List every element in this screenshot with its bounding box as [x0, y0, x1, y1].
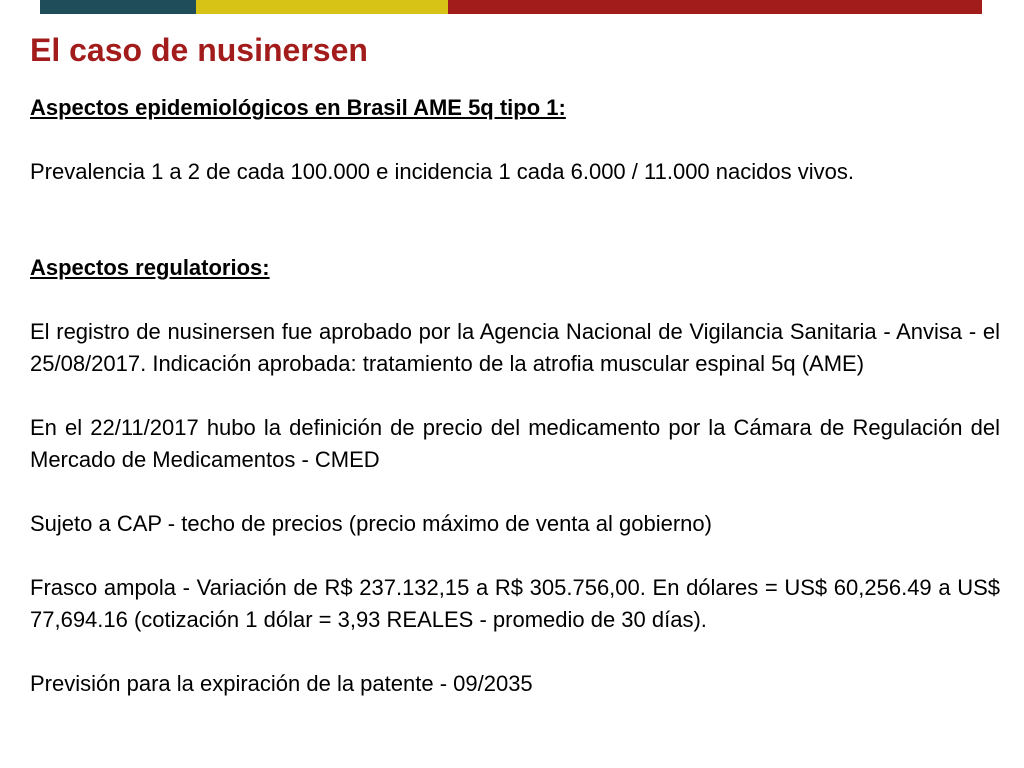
epidemiology-text: Prevalencia 1 a 2 de cada 100.000 e incidencia 1 cada 6.000 / 11.000 nacidos vivos. — [30, 159, 854, 184]
regulatory-paragraph-registration: El registro de nusinersen fue aprobado por la Agencia Nacional de Vigilancia Sanitaria - Anvisa - el 25/08/2017. Indicación aprobada: tratamiento de la atrofia muscular espinal 5q (AME) — [30, 319, 1000, 376]
regulatory-paragraph-patent: Previsión para la expiración de la patente - 09/2035 — [30, 671, 533, 696]
slide-content — [30, 92, 1000, 700]
regulatory-paragraph-price-definition: En el 22/11/2017 hubo la definición de precio del medicamento por la Cámara de Regulación del Mercado de Medicamentos - CMED — [30, 415, 1000, 472]
top-bar-yellow-segment — [196, 0, 448, 14]
regulatory-heading: Aspectos regulatorios: — [30, 255, 270, 280]
regulatory-paragraph-cap: Sujeto a CAP - techo de precios (precio máximo de venta al gobierno) — [30, 511, 712, 536]
top-color-bar — [40, 0, 982, 14]
regulatory-paragraph-vial-price: Frasco ampola - Variación de R$ 237.132,15 a R$ 305.756,00. En dólares = US$ 60,256.49 a US$ 77,694.16 (cotización 1 dólar = 3,93 REALES - promedio de 30 días). — [30, 575, 1000, 632]
epidemiology-heading: Aspectos epidemiológicos en Brasil AME 5q tipo 1: — [30, 95, 566, 120]
top-bar-red-segment — [448, 0, 982, 14]
slide-title: El caso de nusinersen — [30, 32, 368, 68]
top-bar-teal-segment — [40, 0, 196, 14]
